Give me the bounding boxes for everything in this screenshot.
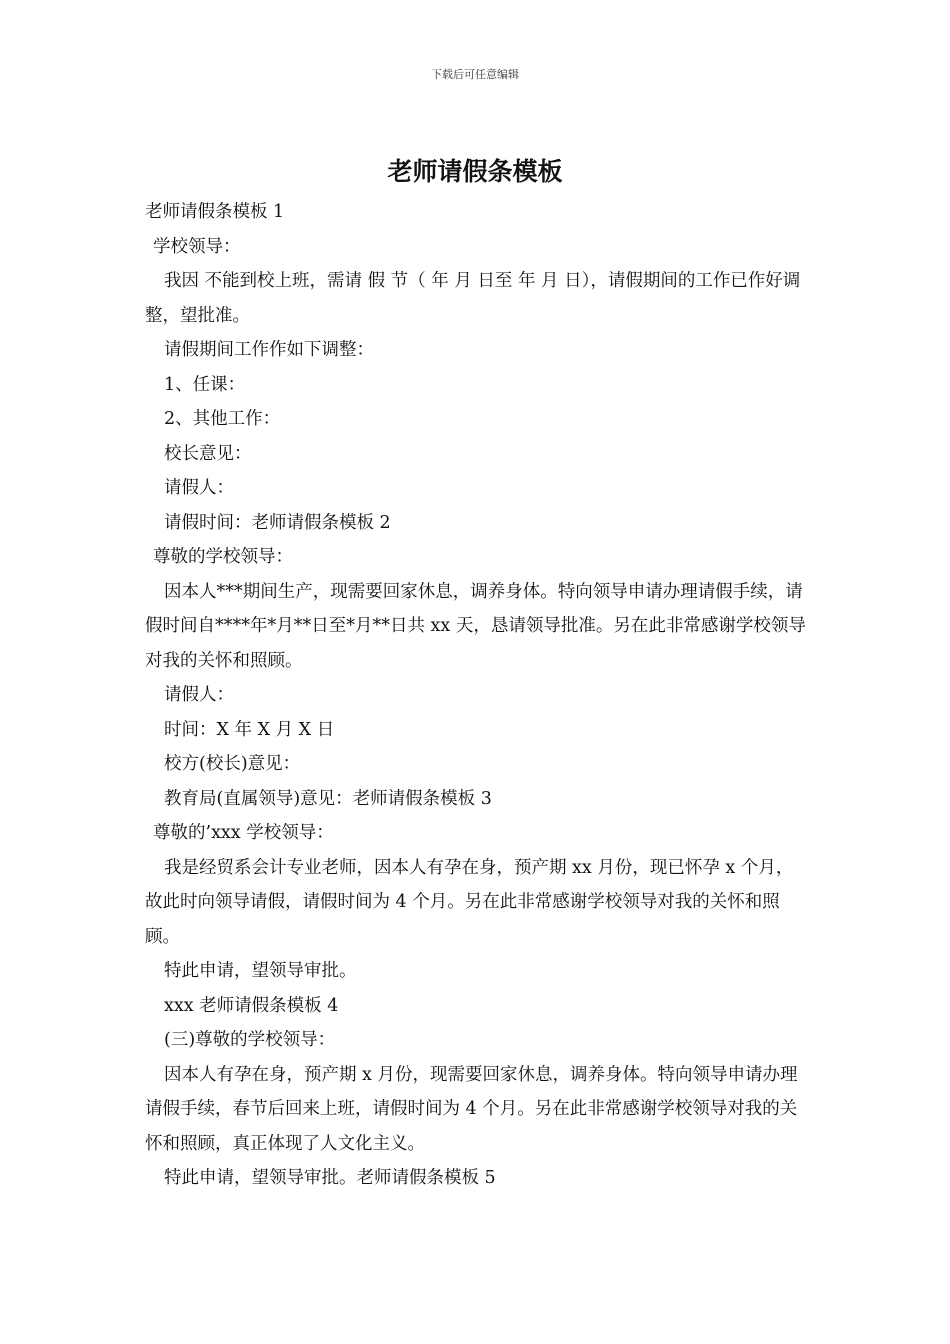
paragraph: 因本人有孕在身，预产期 x 月份，现需要回家休息，调养身体。特向领导申请办理请假手续，春节后回来上班，请假时间为 4 个月。另在此非常感谢学校领导对我的关怀和照顾，真正体现了人文化主义。 (145, 1064, 798, 1154)
paragraph: 请假人： (164, 685, 234, 705)
document-title: 老师请假条模板 (387, 157, 563, 186)
paragraph: 请假时间：老师请假条模板 2 (164, 512, 391, 533)
paragraph: 尊敬的学校领导： (153, 547, 293, 567)
paragraph: xxx 老师请假条模板 4 (164, 995, 339, 1016)
paragraph: 我因 不能到校上班，需请 假 节（ 年 月 日至 年 月 日），请假期间的工作已作好调整，望批准。 (145, 271, 801, 326)
paragraph: (三)尊敬的学校领导： (164, 1030, 336, 1050)
paragraph: 学校领导： (153, 236, 241, 257)
paragraph: 老师请假条模板 1 (145, 202, 285, 222)
paragraph: 教育局(直属领导)意见：老师请假条模板 3 (164, 788, 492, 809)
paragraph: 特此申请，望领导审批。老师请假条模板 5 (164, 1168, 496, 1188)
paragraph: 时间：X 年 X 月 X 日 (164, 719, 335, 740)
paragraph: 校方(校长)意见： (164, 754, 301, 774)
paragraph: 我是经贸系会计专业老师，因本人有孕在身，预产期 xx 月份，现已怀孕 x 个月，故此时向领导请假，请假时间为 4 个月。另在此非常感谢学校领导对我的关怀和照顾。 (145, 857, 794, 947)
paragraph: 请假人： (164, 478, 234, 498)
paragraph: 特此申请，望领导审批。 (164, 961, 357, 981)
paragraph: 请假期间工作作如下调整： (164, 340, 374, 360)
paragraph: 2、其他工作： (164, 409, 281, 429)
paragraph: 校长意见： (164, 443, 252, 464)
paragraph: 因本人***期间生产，现需要回家休息，调养身体。特向领导申请办理请假手续，请假时间自****年*月**日至*月**日共 xx 天，恳请领导批准。另在此非常感谢学校领导对我的关怀和照顾。 (145, 581, 806, 671)
document-body (145, 195, 807, 1196)
header-note: 下载后可任意编辑 (431, 68, 519, 81)
paragraph: 尊敬的’xxx 学校领导： (153, 823, 334, 843)
paragraph: 1、任课： (164, 374, 246, 395)
